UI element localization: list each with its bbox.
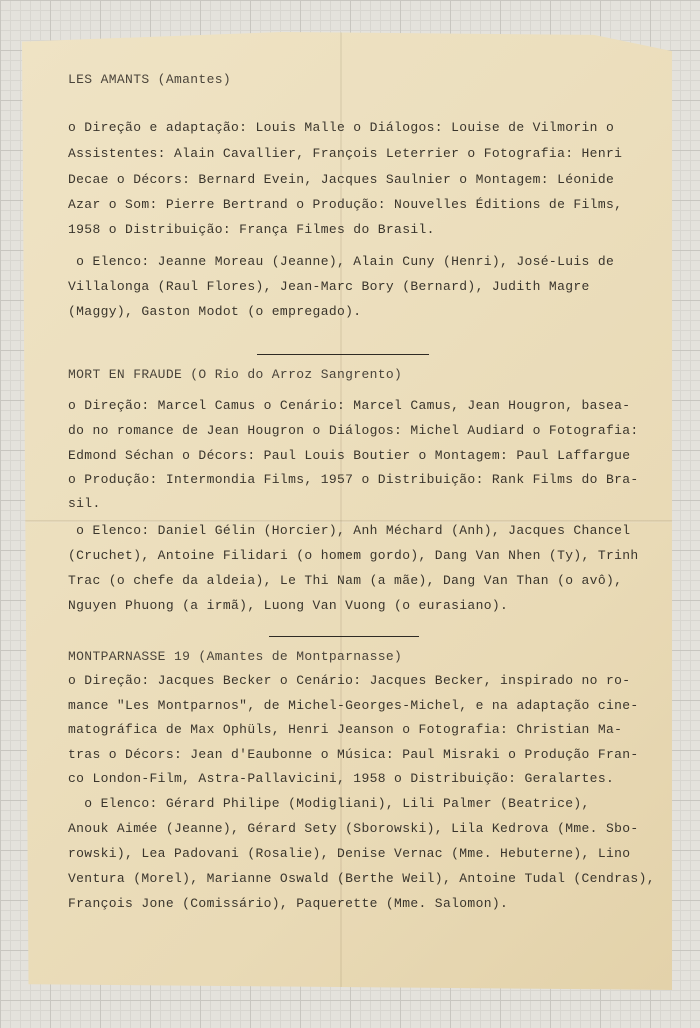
cast-line: (Maggy), Gaston Modot (o empregado). [68,304,362,319]
cast-line: o Elenco: Daniel Gélin (Horcier), Anh Méchard (Anh), Jacques Chancel [68,523,631,538]
cast-line: o Elenco: Gérard Philipe (Modigliani), Lili Palmer (Beatrice), [68,796,590,811]
credits-line: o Direção e adaptação: Louis Malle o Diálogos: Louise de Vilmorin o [68,120,615,135]
credits-line: mance "Les Montparnos", de Michel-Georges-Michel, e na adaptação cine- [68,698,639,713]
section-divider [257,354,429,355]
section-divider [269,636,419,637]
cast-line: Anouk Aimée (Jeanne), Gérard Sety (Sborowski), Lila Kedrova (Mme. Sbo- [68,821,639,836]
cast-line: o Elenco: Jeanne Moreau (Jeanne), Alain Cuny (Henri), José-Luis de [68,254,615,269]
cast-line: rowski), Lea Padovani (Rosalie), Denise Vernac (Mme. Hebuterne), Lino [68,846,631,861]
cast-line: (Cruchet), Antoine Filidari (o homem gordo), Dang Van Nhen (Ty), Trinh [68,548,639,563]
credits-line: Edmond Séchan o Décors: Paul Louis Boutier o Montagem: Paul Laffargue [68,448,631,463]
credits-line: o Direção: Jacques Becker o Cenário: Jacques Becker, inspirado no ro- [68,673,631,688]
cast-line: Trac (o chefe da aldeia), Le Thi Nam (a mãe), Dang Van Than (o avô), [68,573,623,588]
cast-line: Nguyen Phuong (a irmã), Luong Van Vuong (o eurasiano). [68,598,509,613]
credits-line: Decae o Décors: Bernard Evein, Jacques Saulnier o Montagem: Léonide [68,172,615,187]
section-title-montparnasse-19: MONTPARNASSE 19 (Amantes de Montparnasse) [68,649,403,664]
credits-line: co London-Film, Astra-Pallavicini, 1958 o Distribuição: Geralartes. [68,771,615,786]
credits-line: matográfica de Max Ophüls, Henri Jeanson o Fotografia: Christian Ma- [68,722,623,737]
credits-line: o Direção: Marcel Camus o Cenário: Marcel Camus, Jean Hougron, basea- [68,398,631,413]
credits-line: Assistentes: Alain Cavallier, François Leterrier o Fotografia: Henri [68,146,623,161]
credits-line: 1958 o Distribuição: França Filmes do Brasil. [68,222,435,237]
credits-line: do no romance de Jean Hougron o Diálogos: Michel Audiard o Fotografia: [68,423,639,438]
cast-line: Ventura (Morel), Marianne Oswald (Berthe Weil), Antoine Tudal (Cendras), [68,871,655,886]
cast-line: Villalonga (Raul Flores), Jean-Marc Bory (Bernard), Judith Magre [68,279,590,294]
credits-line: Azar o Som: Pierre Bertrand o Produção: Nouvelles Éditions de Films, [68,197,623,212]
credits-line: tras o Décors: Jean d'Eaubonne o Música: Paul Misraki o Produção Fran- [68,747,639,762]
section-title-les-amants: LES AMANTS (Amantes) [68,72,232,87]
credits-line: o Produção: Intermondia Films, 1957 o Distribuição: Rank Films do Bra- [68,472,639,487]
section-title-mort-en-fraude: MORT EN FRAUDE (O Rio do Arroz Sangrento) [68,367,403,382]
credits-line: sil. [68,496,101,511]
cast-line: François Jone (Comissário), Paquerette (Mme. Salomon). [68,896,509,911]
